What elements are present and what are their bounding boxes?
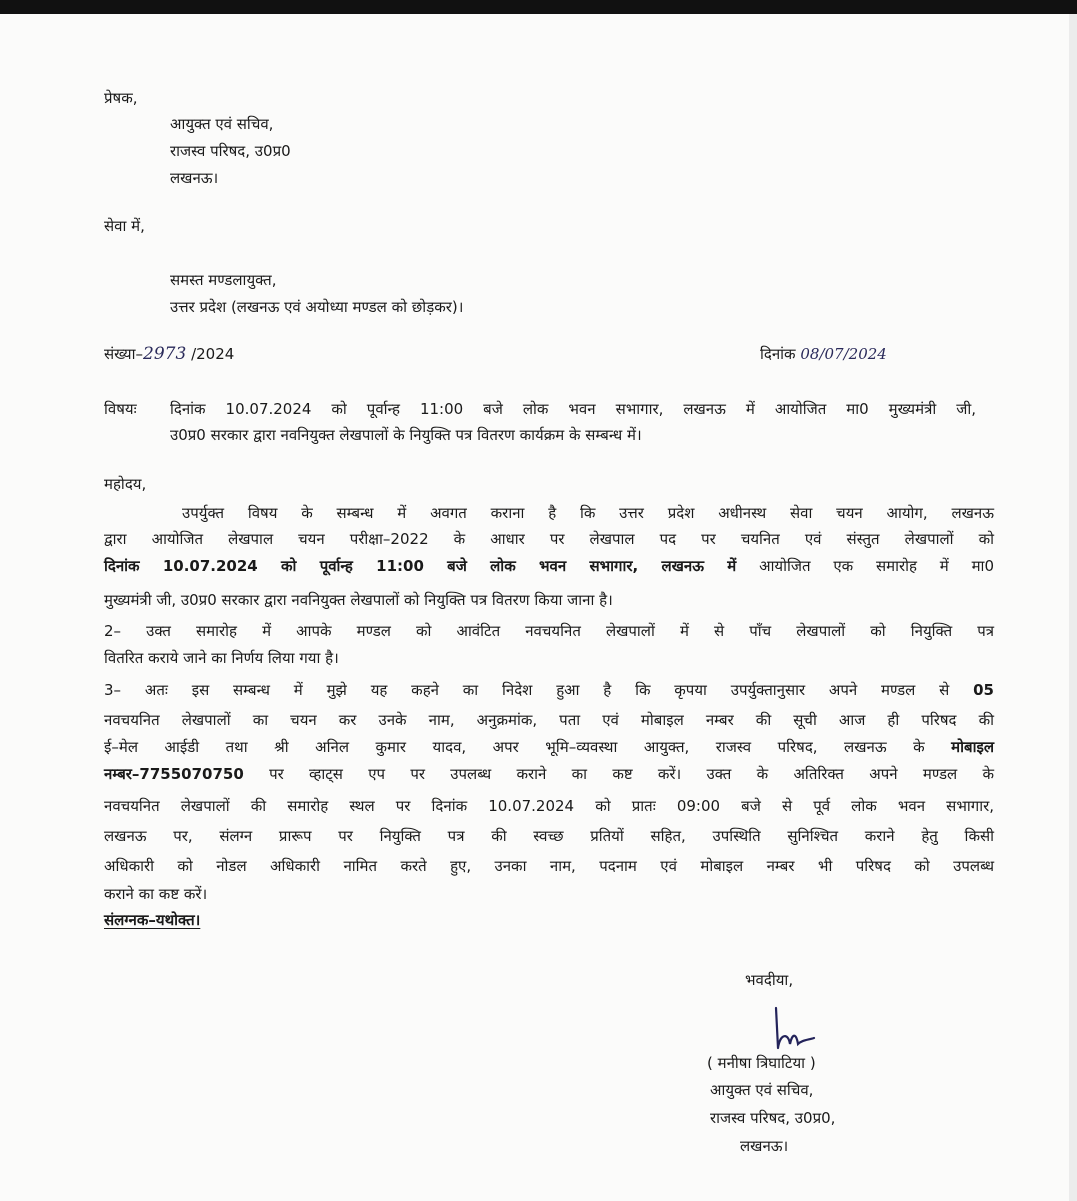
subject-label: विषयः [104,400,137,418]
top-bar [0,0,1077,14]
letter-number [104,344,234,364]
para3-line3-text: ई–मेल आईडी तथा श्री अनिल कुमार यादव, अपर भूमि–व्यवस्था आयुक्त, राजस्व परिषद, लखनऊ के [104,738,925,756]
para1-line4: मुख्यमंत्री जी, उ0प्र0 सरकार द्वारा नवनियुक्त लेखपालों को नियुक्ति पत्र वितरण किया जाना है। [104,591,613,609]
letter-number-prefix: संख्या– [104,345,144,363]
subject-line2: उ0प्र0 सरकार द्वारा नवनियुक्त लेखपालों के नियुक्ति पत्र वितरण कार्यक्रम के सम्बन्ध में। [170,426,642,444]
para3-line2: नवचयनित लेखपालों का चयन कर उनके नाम, अनुक्रमांक, पता एवं मोबाइल नम्बर की सूची आज ही परिषद की [104,711,994,729]
signatory-name: ( मनीषा त्रिघाटिया ) [707,1054,816,1072]
recipient-line1: समस्त मण्डलायुक्त, [170,271,277,289]
sender-label: प्रेषक, [104,89,138,107]
para1-line1: उपर्युक्त विषय के सम्बन्ध में अवगत कराना है कि उत्तर प्रदेश अधीनस्थ सेवा चयन आयोग, लखनऊ [182,504,994,522]
valediction: भवदीया, [745,971,794,989]
para3-line4 [104,764,994,784]
para3-line6: लखनऊ पर, संलग्न प्रारूप पर नियुक्ति पत्र की स्वच्छ प्रतियों सहित, उपस्थिति सुनिश्चित कराने हेतु किसी [104,827,994,845]
recipient-label: सेवा में, [104,217,145,235]
signatory-office: राजस्व परिषद, उ0प्र0, [710,1109,836,1127]
para1-line3 [104,556,994,576]
signatory-city: लखनऊ। [740,1137,789,1155]
para3-line4-text: पर व्हाट्स एप पर उपलब्ध कराने का कष्ट करें। उक्त के अतिरिक्त अपने मण्डल के [269,765,994,783]
subject-line1: दिनांक 10.07.2024 को पूर्वान्ह 11:00 बजे लोक भवन सभागार, लखनऊ में आयोजित मा0 मुख्यमंत्री जी, [170,400,976,418]
letter-date [760,344,887,364]
para3-line7: अधिकारी को नोडल अधिकारी नामित करते हुए, उनका नाम, पदनाम एवं मोबाइल नम्बर भी परिषद को उपलब्ध [104,857,994,875]
date-label: दिनांक [760,345,796,363]
para3-line4-number: नम्बर–7755070750 [104,765,244,783]
para3-line8: कराने का कष्ट करें। [104,885,208,903]
recipient-line2: उत्तर प्रदेश (लखनऊ एवं अयोध्या मण्डल को छोड़कर)। [170,298,464,316]
date-value: 08/07/2024 [800,345,887,363]
signatory-designation: आयुक्त एवं सचिव, [710,1081,814,1099]
letter-number-handwritten: 2973 [143,344,187,364]
para3-line3 [104,737,994,757]
para2-line2: वितरित कराये जाने का निर्णय लिया गया है। [104,649,339,667]
para1-line3-rest: आयोजित एक समारोह में मा0 [759,557,994,575]
right-edge [1069,14,1077,1201]
salutation: महोदय, [104,475,147,493]
para3-line1 [104,680,994,700]
sender-designation: आयुक्त एवं सचिव, [170,115,274,133]
sender-city: लखनऊ। [170,169,219,187]
para3-line1-count: 05 [973,681,994,699]
enclosure: संलग्नक–यथोक्त। [104,911,201,929]
letter-number-year: /2024 [191,345,235,363]
para3-line1-text: 3– अतः इस सम्बन्ध में मुझे यह कहने का निदेश हुआ है कि कृपया उपर्युक्तानुसार अपने मण्डल से [104,681,950,699]
signature-mark [758,1004,848,1054]
para3-line3-mobile: मोबाइल [951,738,994,756]
sender-office: राजस्व परिषद, उ0प्र0 [170,142,291,160]
para1-line3-bold: दिनांक 10.07.2024 को पूर्वान्ह 11:00 बजे लोक भवन सभागार, लखनऊ में [104,557,737,575]
para1-line2: द्वारा आयोजित लेखपाल चयन परीक्षा–2022 के आधार पर लेखपाल पद पर चयनित एवं संस्तुत लेखपालों को [104,530,994,548]
para3-line5: नवचयनित लेखपालों की समारोह स्थल पर दिनांक 10.07.2024 को प्रातः 09:00 बजे से पूर्व लोक भवन सभागार, [104,797,994,815]
para2-line1: 2– उक्त समारोह में आपके मण्डल को आवंटित नवचयनित लेखपालों में से पाँच लेखपालों को नियुक्ति पत्र [104,622,994,640]
